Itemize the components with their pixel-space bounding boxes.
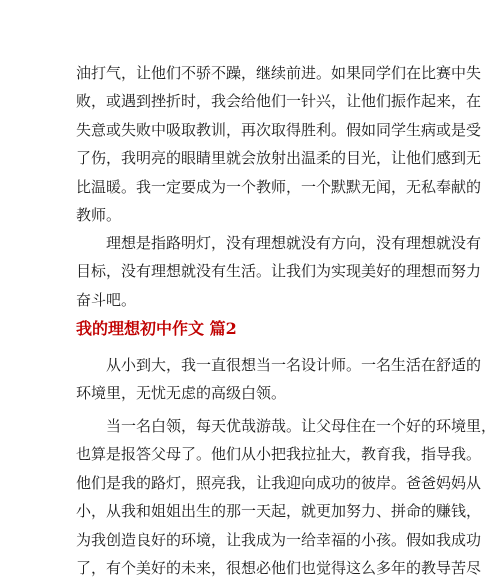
text-line: 教师。 — [76, 205, 122, 224]
text-line: 当一名白领，每天优哉游哉。让父母住在一个好的环境里， — [106, 417, 497, 435]
text-line: 小，从我和姐姐出生的那一天起，就更加努力、拼命的赚钱， — [76, 502, 482, 521]
text-line: 从小到大，我一直很想当一名设计师。一名生活在舒适的 — [106, 356, 482, 374]
text-line: 失意或失败中吸取教训，再次取得胜利。假如同学生病或是受 — [76, 120, 482, 139]
article-heading: 我的理想初中作文 篇2 — [76, 319, 237, 338]
paragraph-white-collar — [76, 412, 497, 582]
text-line: 奋斗吧。 — [76, 290, 137, 309]
text-line: 油打气，让他们不骄不躁，继续前进。如果同学们在比赛中失 — [76, 64, 482, 82]
text-line: 败，或遇到挫折时，我会给他们一针兴，让他们振作起来，在 — [76, 92, 482, 111]
text-line: 比温暖。我一定要成为一个教师，一个默默无闻，无私奉献的 — [76, 177, 482, 196]
text-line: 为我创造良好的环境，让我成为一给幸福的小孩。假如我成功 — [76, 530, 482, 549]
text-line: 目标，没有理想就没有生活。让我们为实现美好的理想而努力 — [76, 262, 482, 281]
text-line: 环境里，无忧无虑的高级白领。 — [76, 384, 287, 403]
text-line: 理想是指路明灯，没有理想就没有方向，没有理想就没有 — [106, 234, 482, 252]
text-line: 也算是报答父母了。他们从小把我拉扯大，教育我，指导我。 — [76, 445, 482, 464]
paragraph-designer-dream — [76, 351, 482, 408]
text-line: 他们是我的路灯，照亮我，让我迎向成功的彼岸。爸爸妈妈从 — [76, 473, 482, 492]
paragraph-ideal-lamp — [76, 229, 482, 314]
text-line: 了伤，我明亮的眼睛里就会放射出温柔的目光，让他们感到无 — [76, 149, 482, 168]
paragraph-teacher-dream — [76, 59, 482, 229]
text-line: 了，有个美好的未来，很想必他们也觉得这么多年的教导苦尽 — [76, 558, 482, 577]
